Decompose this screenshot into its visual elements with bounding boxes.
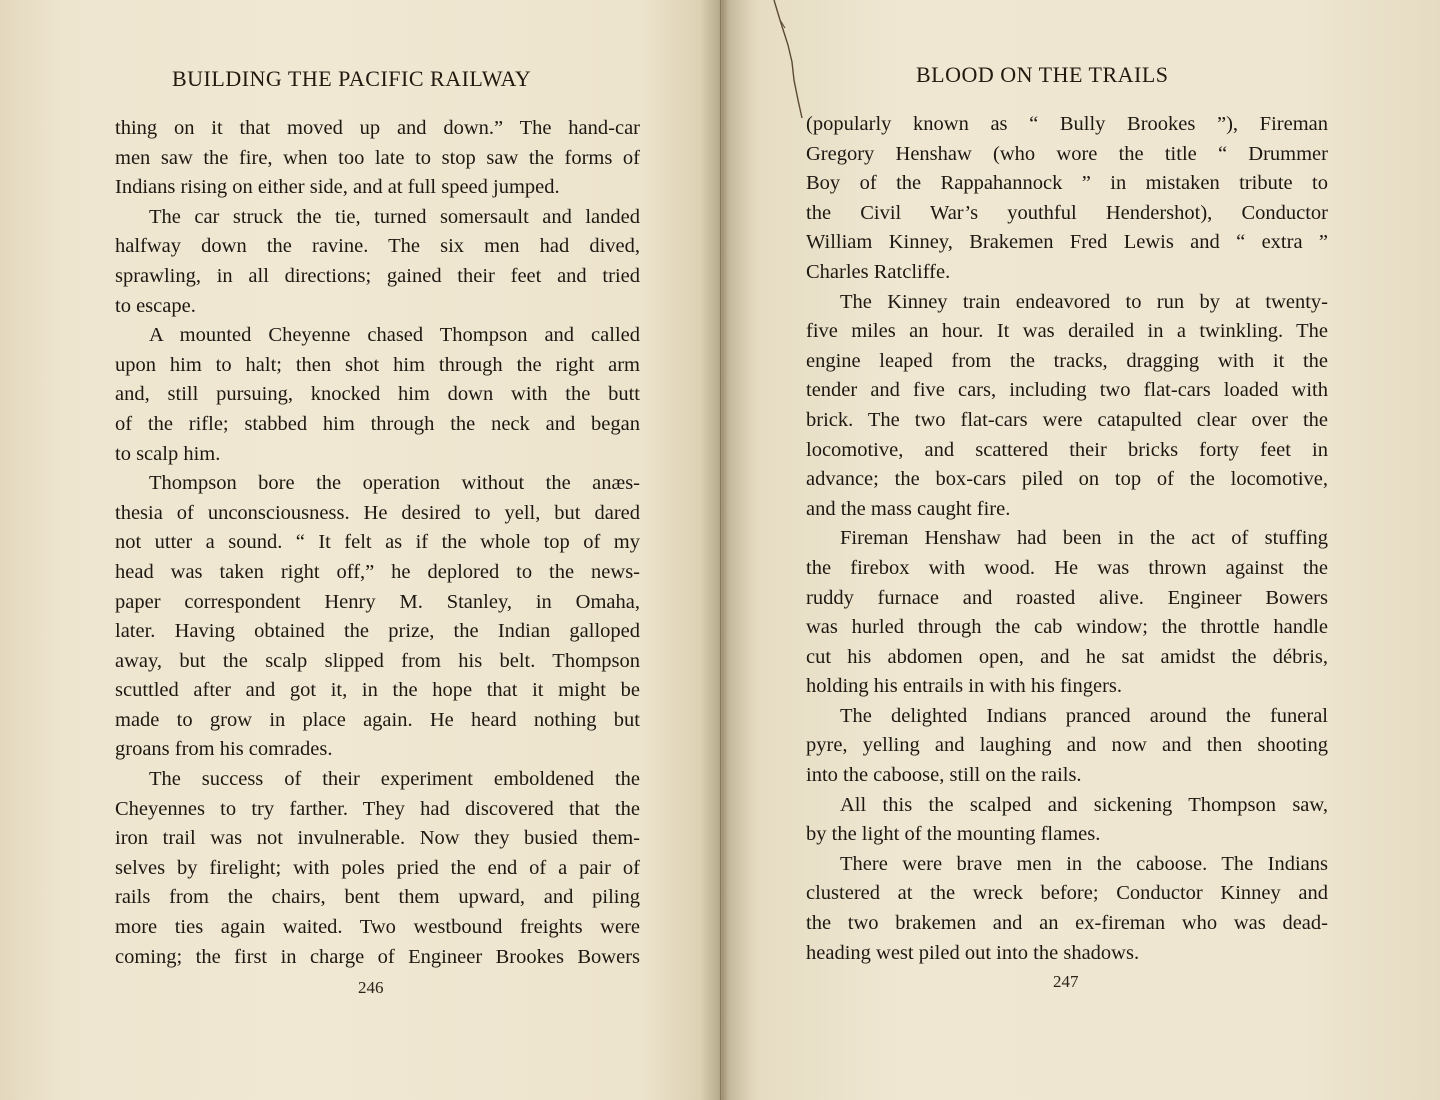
text-line: clustered at the wreck before; Conductor Kinney and (806, 882, 1328, 905)
text-line: halfway down the ravine. The six men had dived, (115, 235, 640, 258)
text-line: holding his entrails in with his fingers. (806, 675, 1123, 698)
text-line: head was taken right off,” he deplored to the news- (115, 560, 640, 583)
page-body (115, 114, 640, 972)
text-line: not utter a sound. “ It felt as if the whole top of my (115, 531, 640, 554)
text-line: and, still pursuing, knocked him down with the butt (115, 383, 640, 406)
text-line: to scalp him. (115, 442, 221, 465)
text-line: to escape. (115, 294, 196, 317)
text-line: men saw the fire, when too late to stop saw the forms of (115, 146, 640, 169)
text-line: iron trail was not invulnerable. Now they busied them- (115, 827, 640, 850)
text-line: scuttled after and got it, in the hope that it might be (115, 679, 640, 702)
text-line: rails from the chairs, bent them upward, and piling (115, 886, 640, 909)
text-line: groans from his comrades. (115, 738, 333, 761)
text-line: made to grow in place again. He heard nothing but (115, 708, 640, 731)
text-line: upon him to halt; then shot him through the right arm (115, 353, 640, 376)
running-head: BUILDING THE PACIFIC RAILWAY (172, 66, 532, 91)
text-line: Fireman Henshaw had been in the act of stuffing (840, 527, 1328, 550)
text-line: There were brave men in the caboose. The Indians (840, 852, 1328, 875)
text-line: the Civil War’s youthful Hendershot), Conductor (806, 201, 1328, 224)
text-line: selves by firelight; with poles pried the end of a pair of (115, 856, 640, 879)
text-line: thing on it that moved up and down.” The hand-car (115, 117, 640, 139)
text-line: pyre, yelling and laughing and now and then shooting (806, 734, 1328, 757)
text-line: Boy of the Rappahannock ” in mistaken tribute to (806, 172, 1328, 195)
text-line: Charles Ratcliffe. (806, 260, 951, 283)
running-head: BLOOD ON THE TRAILS (916, 62, 1169, 87)
text-line: advance; the box-cars piled on top of the locomotive, (806, 468, 1328, 491)
text-line: and the mass caught fire. (806, 497, 1011, 520)
page-number: 246 (358, 978, 384, 997)
text-line: by the light of the mounting flames. (806, 823, 1101, 846)
text-line: brick. The two flat-cars were catapulted clear over the (806, 408, 1328, 431)
text-line: coming; the first in charge of Engineer Brookes Bowers (115, 945, 640, 968)
text-line: Indians rising on either side, and at full speed jumped. (115, 176, 560, 199)
text-line: locomotive, and scattered their bricks forty feet in (806, 438, 1328, 461)
text-line: The delighted Indians pranced around the funeral (840, 704, 1328, 727)
right-page (720, 0, 1440, 1100)
text-line: thesia of unconsciousness. He desired to yell, but dared (115, 501, 640, 524)
text-line: later. Having obtained the prize, the Indian galloped (115, 620, 640, 643)
text-line: was hurled through the cab window; the throttle handle (806, 616, 1328, 639)
text-line: tender and five cars, including two flat-cars loaded with (806, 379, 1328, 402)
text-line: ruddy furnace and roasted alive. Engineer Bowers (806, 586, 1328, 609)
text-line: The Kinney train endeavored to run by at twenty- (840, 290, 1328, 313)
text-line: away, but the scalp slipped from his belt. Thompson (115, 649, 640, 672)
text-line: the two brakemen and an ex-fireman who was dead- (806, 912, 1328, 935)
text-line: sprawling, in all directions; gained their feet and tried (115, 264, 640, 287)
text-line: The car struck the tie, turned somersault and landed (149, 205, 640, 228)
text-line: heading west piled out into the shadows. (806, 941, 1140, 964)
text-line: into the caboose, still on the rails. (806, 764, 1082, 787)
text-line: Gregory Henshaw (who wore the title “ Drummer (806, 142, 1328, 165)
text-line: paper correspondent Henry M. Stanley, in Omaha, (115, 590, 640, 613)
text-line: A mounted Cheyenne chased Thompson and called (149, 324, 640, 347)
text-line: All this the scalped and sickening Thompson saw, (840, 793, 1328, 816)
text-line: the firebox with wood. He was thrown against the (806, 556, 1328, 579)
text-line: of the rifle; stabbed him through the neck and began (115, 412, 640, 435)
text-line: (popularly known as “ Bully Brookes ”), Fireman (806, 113, 1328, 135)
text-line: The success of their experiment emboldened the (149, 768, 640, 791)
text-line: Cheyennes to try farther. They had discovered that the (115, 797, 640, 820)
text-line: more ties again waited. Two westbound freights were (115, 916, 640, 939)
text-line: Thompson bore the operation without the anæs- (149, 472, 640, 495)
text-line: William Kinney, Brakemen Fred Lewis and “ extra ” (806, 231, 1328, 254)
page-body (806, 110, 1328, 968)
text-line: cut his abdomen open, and he sat amidst the débris, (806, 645, 1328, 668)
text-line: five miles an hour. It was derailed in a twinkling. The (806, 320, 1328, 343)
page-number: 247 (1053, 972, 1079, 991)
text-line: engine leaped from the tracks, dragging with it the (806, 349, 1328, 372)
